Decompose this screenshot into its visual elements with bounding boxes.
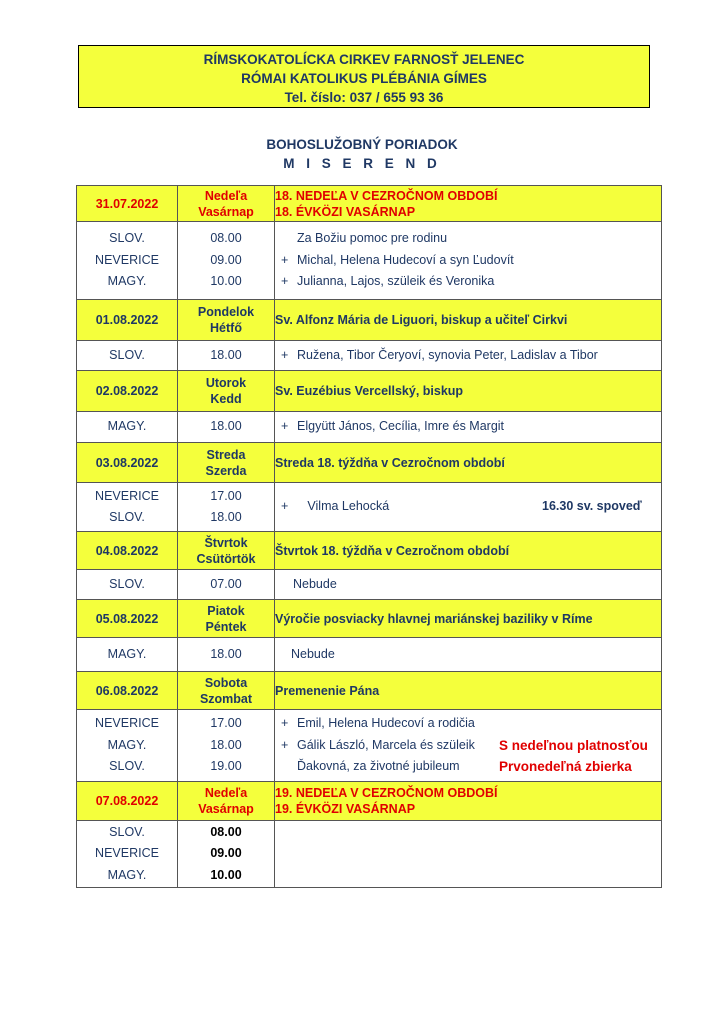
mass-intentions (275, 710, 662, 782)
intention-text: Vilma Lehocká (307, 499, 390, 514)
day-name-sk: Streda (206, 447, 246, 462)
mass-language: MAGY. (107, 646, 147, 661)
mass-times (178, 222, 275, 300)
day-date: 04.08.2022 (77, 532, 178, 570)
intention-line (275, 345, 661, 367)
deceased-mark: + (281, 737, 289, 752)
day-header-row (77, 782, 662, 821)
intention-text: Elgyütt János, Cecília, Imre és Margit (297, 419, 505, 434)
mass-intentions (275, 341, 662, 371)
intention-text: Emil, Helena Hudecoví a rodičia (297, 716, 475, 731)
mass-language: NEVERICE (95, 488, 159, 503)
intention-line (275, 228, 661, 250)
day-name-sk: Sobota (204, 675, 248, 690)
day-masses-row (77, 570, 662, 600)
mass-intentions (275, 570, 662, 600)
mass-time: 18.00 (210, 419, 242, 434)
intention-line (275, 713, 661, 735)
intention-line (275, 271, 661, 293)
day-name (178, 443, 275, 483)
parish-name-hu: RÓMAI KATOLIKUS PLÉBÁNIA GÍMES (241, 71, 487, 86)
mass-times (178, 638, 275, 672)
deceased-mark: + (281, 716, 289, 731)
mass-intentions (275, 222, 662, 300)
mass-intentions (275, 412, 662, 443)
day-name (178, 371, 275, 412)
mass-time: 07.00 (210, 576, 242, 591)
mass-language: NEVERICE (95, 716, 159, 731)
sunday-validity-note: S nedeľnou platnosťou (499, 737, 648, 753)
parish-name-sk: RÍMSKOKATOLÍCKA CIRKEV FARNOSŤ JELENEC (203, 52, 525, 67)
confession-note: 16.30 sv. spoveď (542, 499, 642, 514)
intention-line (275, 735, 661, 757)
day-masses-row (77, 638, 662, 672)
intention-text: Za Božiu pomoc pre rodinu (297, 231, 448, 246)
mass-time: 17.00 (210, 488, 242, 503)
mass-times (178, 412, 275, 443)
mass-time: 18.00 (210, 510, 242, 524)
day-name-hu: Kedd (210, 392, 242, 406)
day-name-hu: Vasárnap (198, 204, 254, 219)
day-name-hu: Vasárnap (198, 802, 254, 816)
feast-sk: 18. NEDEĽA V CEZROČNOM OBDOBÍ (275, 188, 498, 203)
mass-schedule-table (76, 185, 662, 888)
mass-language: SLOV. (109, 510, 145, 524)
mass-languages (77, 341, 178, 371)
mass-times (178, 341, 275, 371)
day-name-sk: Nedeľa (204, 786, 248, 800)
mass-language: SLOV. (109, 824, 145, 839)
day-date: 31.07.2022 (77, 186, 178, 222)
day-header-row (77, 443, 662, 483)
mass-times (178, 483, 275, 532)
day-name-sk: Nedeľa (204, 188, 248, 203)
feast-sk: 19. NEDEĽA V CEZROČNOM OBDOBÍ (275, 786, 498, 800)
day-masses-row (77, 483, 662, 532)
day-date: 07.08.2022 (77, 782, 178, 821)
intention-text: Nebude (293, 576, 337, 591)
day-date: 02.08.2022 (77, 371, 178, 412)
day-name (178, 186, 275, 222)
day-feast: Premenenie Pána (275, 672, 662, 710)
mass-times (178, 821, 275, 888)
intention-text: Ružena, Tibor Čeryoví, synovia Peter, Ladislav a Tibor (297, 347, 598, 362)
day-name-sk: Pondelok (197, 305, 255, 319)
day-name-hu: Péntek (205, 619, 247, 634)
mass-languages (77, 483, 178, 532)
mass-time: 18.00 (210, 646, 242, 661)
mass-times (178, 570, 275, 600)
intention-text: Michal, Helena Hudecoví a syn Ľudovít (297, 252, 514, 267)
day-header-row (77, 186, 662, 222)
mass-language: SLOV. (109, 231, 145, 246)
day-header-row (77, 672, 662, 710)
mass-language: NEVERICE (95, 846, 159, 861)
day-feast: Štvrtok 18. týždňa v Cezročnom období (275, 532, 662, 570)
title-hu: M I S E R E N D (283, 156, 441, 171)
mass-languages (77, 412, 178, 443)
mass-languages (77, 638, 178, 672)
intention-text: Gálik László, Marcela és szüleik (297, 737, 475, 752)
deceased-mark: + (281, 274, 289, 289)
deceased-mark: + (281, 419, 289, 434)
mass-time: 09.00 (210, 846, 242, 861)
mass-time: 18.00 (210, 737, 242, 752)
mass-time: 10.00 (210, 274, 242, 289)
day-name-sk: Utorok (205, 376, 247, 390)
mass-intentions (275, 638, 662, 672)
day-name (178, 300, 275, 341)
intention-text: Nebude (291, 646, 335, 661)
day-header-row (77, 300, 662, 341)
collection-note: Prvonedeľná zbierka (499, 759, 632, 775)
day-header-row (77, 532, 662, 570)
intention-text: Ďakovná, za životné jubileum (297, 759, 460, 774)
mass-times (178, 710, 275, 782)
mass-time: 08.00 (210, 824, 242, 839)
feast-hu: 19. ÉVKÖZI VASÁRNAP (275, 802, 416, 816)
title-sk: BOHOSLUŽOBNÝ PORIADOK (266, 137, 458, 152)
mass-time: 18.00 (210, 347, 242, 362)
day-feast (275, 186, 662, 222)
day-feast (275, 782, 662, 821)
mass-time: 10.00 (210, 867, 242, 882)
day-name-sk: Štvrtok (204, 535, 248, 550)
mass-language: SLOV. (109, 576, 145, 591)
day-masses-row (77, 412, 662, 443)
day-name (178, 600, 275, 638)
day-name-hu: Szerda (205, 463, 247, 478)
day-name (178, 672, 275, 710)
mass-intentions (275, 821, 662, 888)
mass-time: 09.00 (210, 252, 242, 267)
day-date: 03.08.2022 (77, 443, 178, 483)
parish-header (78, 45, 650, 108)
intention-line (275, 574, 661, 596)
document-title (0, 135, 724, 173)
day-feast: Streda 18. týždňa v Cezročnom období (275, 443, 662, 483)
mass-language: MAGY. (107, 737, 147, 752)
intention-line (275, 496, 661, 518)
mass-time: 17.00 (210, 716, 242, 731)
day-name-sk: Piatok (207, 603, 245, 618)
day-date: 05.08.2022 (77, 600, 178, 638)
day-feast: Výročie posviacky hlavnej mariánskej baziliky v Ríme (275, 600, 662, 638)
day-header-row (77, 600, 662, 638)
intention-line (275, 416, 661, 438)
intention-text: Julianna, Lajos, szüleik és Veronika (297, 274, 495, 289)
day-masses-row (77, 821, 662, 888)
intention-line (275, 756, 661, 778)
deceased-mark: + (281, 499, 289, 514)
day-name-hu: Hétfő (210, 321, 242, 335)
mass-language: MAGY. (107, 867, 147, 882)
day-masses-row (77, 710, 662, 782)
intention-line (275, 250, 661, 272)
day-masses-row (77, 341, 662, 371)
day-date: 01.08.2022 (77, 300, 178, 341)
day-date: 06.08.2022 (77, 672, 178, 710)
day-feast: Sv. Euzébius Vercellský, biskup (275, 371, 662, 412)
day-masses-row (77, 222, 662, 300)
day-name-hu: Csütörtök (196, 551, 256, 566)
mass-languages (77, 710, 178, 782)
day-name-hu: Szombat (199, 691, 253, 706)
day-header-row (77, 371, 662, 412)
day-name (178, 782, 275, 821)
mass-language: SLOV. (109, 759, 145, 774)
day-feast: Sv. Alfonz Mária de Liguori, biskup a učiteľ Cirkvi (275, 300, 662, 341)
mass-languages (77, 821, 178, 888)
mass-languages (77, 570, 178, 600)
deceased-mark: + (281, 252, 289, 267)
day-name (178, 532, 275, 570)
mass-language: MAGY. (107, 274, 147, 289)
intention-line (275, 644, 661, 666)
mass-language: MAGY. (107, 419, 147, 434)
mass-time: 19.00 (210, 759, 242, 774)
mass-language: SLOV. (109, 347, 145, 362)
feast-hu: 18. ÉVKÖZI VASÁRNAP (275, 204, 416, 219)
mass-language: NEVERICE (95, 252, 159, 267)
mass-time: 08.00 (210, 231, 242, 246)
mass-intentions (275, 483, 662, 532)
mass-languages (77, 222, 178, 300)
deceased-mark: + (281, 347, 289, 362)
parish-phone: Tel. číslo: 037 / 655 93 36 (284, 90, 444, 105)
